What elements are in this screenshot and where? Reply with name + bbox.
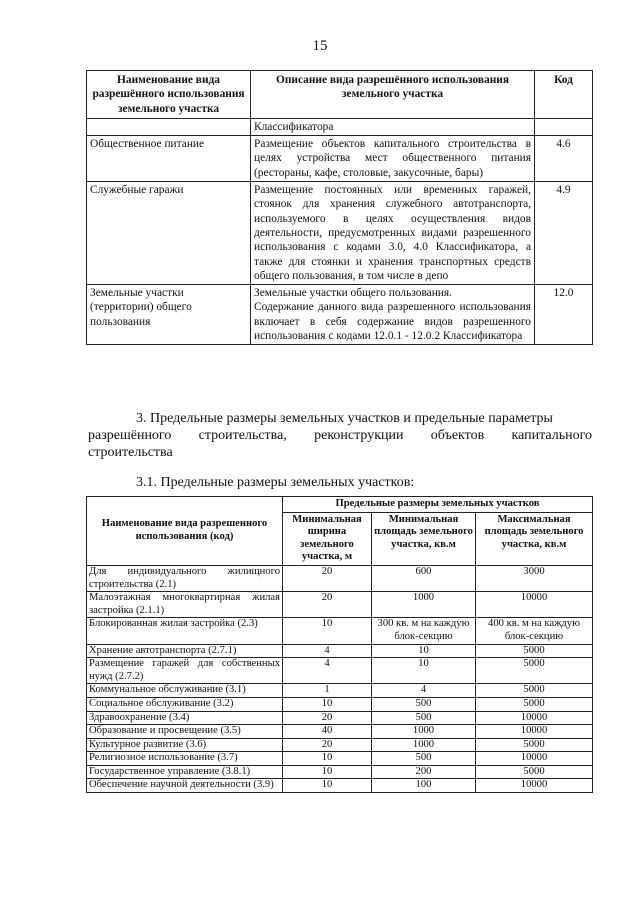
use-code: 4.9 (535, 182, 593, 285)
table-row (87, 644, 593, 658)
table-row (87, 684, 593, 698)
header-min-width: Минимальная ширина земельного участка, м (283, 512, 372, 565)
min-area-value: 1000 (372, 738, 476, 752)
min-area-value: 500 (372, 711, 476, 725)
page-number: 15 (312, 38, 328, 54)
min-width-value: 10 (283, 752, 372, 766)
max-area-value: 400 кв. м на каждую блок-секцию (476, 618, 593, 644)
subsection-3-1: 3.1. Предельные размеры земельных участков: (136, 475, 415, 490)
max-area-value: 10000 (476, 779, 593, 793)
use-code: 12.0 (535, 285, 593, 345)
min-area-value: 600 (372, 565, 476, 591)
min-area-value: 1000 (372, 592, 476, 618)
min-area-value: 10 (372, 644, 476, 658)
max-area-value: 10000 (476, 752, 593, 766)
use-name: Хранение автотранспорта (2.7.1) (87, 644, 283, 658)
max-area-value: 5000 (476, 765, 593, 779)
max-area-value: 5000 (476, 738, 593, 752)
permitted-use-table (86, 70, 593, 345)
table-row (87, 725, 593, 739)
table-row (87, 658, 593, 684)
continuation-text: Классификатора (251, 118, 535, 135)
min-area-value: 500 (372, 752, 476, 766)
use-description: Размещение объектов капитального строительства в целях устройства мест общественного питания (рестораны, кафе, столовые, закусочные, бары) (251, 136, 535, 182)
use-name: Обеспечение научной деятельности (3.9) (87, 779, 283, 793)
use-name: Государственное управление (3.8.1) (87, 765, 283, 779)
min-area-value: 10 (372, 658, 476, 684)
use-name: Для индивидуального жилищного строительства (2.1) (87, 565, 283, 591)
min-width-value: 20 (283, 565, 372, 591)
table-row (87, 711, 593, 725)
header-size-limits: Предельные размеры земельных участков (283, 497, 593, 513)
min-area-value: 100 (372, 779, 476, 793)
use-description-line1: Земельные участки общего пользования. (254, 287, 453, 300)
min-area-value: 4 (372, 684, 476, 698)
max-area-value: 5000 (476, 684, 593, 698)
use-name: Земельные участки (территории) общего пользования (87, 285, 251, 345)
max-area-value: 10000 (476, 592, 593, 618)
header-use-name: Наименование вида разрешенного использования (код) (87, 497, 283, 566)
header-code: Код (535, 71, 593, 119)
table-row-continuation (87, 118, 593, 135)
min-width-value: 4 (283, 658, 372, 684)
table-row (87, 136, 593, 182)
section-3-line2: разрешённого строительства, реконструкции объектов капитального (88, 428, 592, 443)
header-use-description: Описание вида разрешённого использования земельного участка (251, 71, 535, 119)
table-row (87, 592, 593, 618)
use-name: Здравоохранение (3.4) (87, 711, 283, 725)
min-width-value: 20 (283, 592, 372, 618)
section-3-heading (88, 410, 592, 461)
use-description-line2: Содержание данного вида разрешенного использования включает в себя содержание видов разрешенного использования с кодами 12.0.1 - 12.0.2 Классификатора (254, 301, 531, 343)
use-name: Религиозное использование (3.7) (87, 752, 283, 766)
table-row (87, 182, 593, 285)
max-area-value: 5000 (476, 697, 593, 711)
min-area-value: 500 (372, 697, 476, 711)
table-body (87, 565, 593, 792)
header-min-area: Минимальная площадь земельного участка, кв.м (372, 512, 476, 565)
use-name: Блокированная жилая застройка (2.3) (87, 618, 283, 644)
header-use-name: Наименование вида разрешённого использования земельного участка (87, 71, 251, 119)
use-name: Коммунальное обслуживание (3.1) (87, 684, 283, 698)
section-3-line1: 3. Предельные размеры земельных участков и предельные параметры (136, 411, 553, 426)
min-width-value: 20 (283, 711, 372, 725)
table-row (87, 697, 593, 711)
use-name: Социальное обслуживание (3.2) (87, 697, 283, 711)
use-description (251, 285, 535, 345)
min-area-value: 300 кв. м на каждую блок-секцию (372, 618, 476, 644)
min-width-value: 10 (283, 618, 372, 644)
min-area-value: 200 (372, 765, 476, 779)
use-description: Размещение постоянных или временных гаражей, стоянок для хранения служебного автотранспорта, используемого в целях осуществления видов деятельности, предусмотренных видами разрешенного использования с кодами 3.0, 4.0 Классификатора, а также для стоянки и хранения транспортных средств общего пользования, в том числе в депо (251, 182, 535, 285)
table-row (87, 779, 593, 793)
min-width-value: 20 (283, 738, 372, 752)
use-name: Малоэтажная многоквартирная жилая застройка (2.1.1) (87, 592, 283, 618)
use-name: Культурное развитие (3.6) (87, 738, 283, 752)
table-header-row (87, 71, 593, 119)
min-width-value: 10 (283, 779, 372, 793)
min-width-value: 4 (283, 644, 372, 658)
use-code: 4.6 (535, 136, 593, 182)
max-area-value: 3000 (476, 565, 593, 591)
max-area-value: 10000 (476, 711, 593, 725)
max-area-value: 5000 (476, 658, 593, 684)
max-area-value: 10000 (476, 725, 593, 739)
table-row (87, 618, 593, 644)
table-row (87, 285, 593, 345)
min-width-value: 40 (283, 725, 372, 739)
use-name: Общественное питание (87, 136, 251, 182)
max-area-value: 5000 (476, 644, 593, 658)
table-row (87, 765, 593, 779)
min-width-value: 10 (283, 765, 372, 779)
header-max-area: Максимальная площадь земельного участка, кв.м (476, 512, 593, 565)
use-name: Образование и просвещение (3.5) (87, 725, 283, 739)
min-width-value: 1 (283, 684, 372, 698)
min-width-value: 10 (283, 697, 372, 711)
land-plot-size-table (86, 496, 593, 793)
table-row (87, 752, 593, 766)
min-area-value: 1000 (372, 725, 476, 739)
use-name: Размещение гаражей для собственных нужд (2.7.2) (87, 658, 283, 684)
table-row (87, 738, 593, 752)
table-row (87, 565, 593, 591)
section-3-line3: строительства (88, 445, 173, 460)
use-name: Служебные гаражи (87, 182, 251, 285)
table-header-row (87, 497, 593, 513)
